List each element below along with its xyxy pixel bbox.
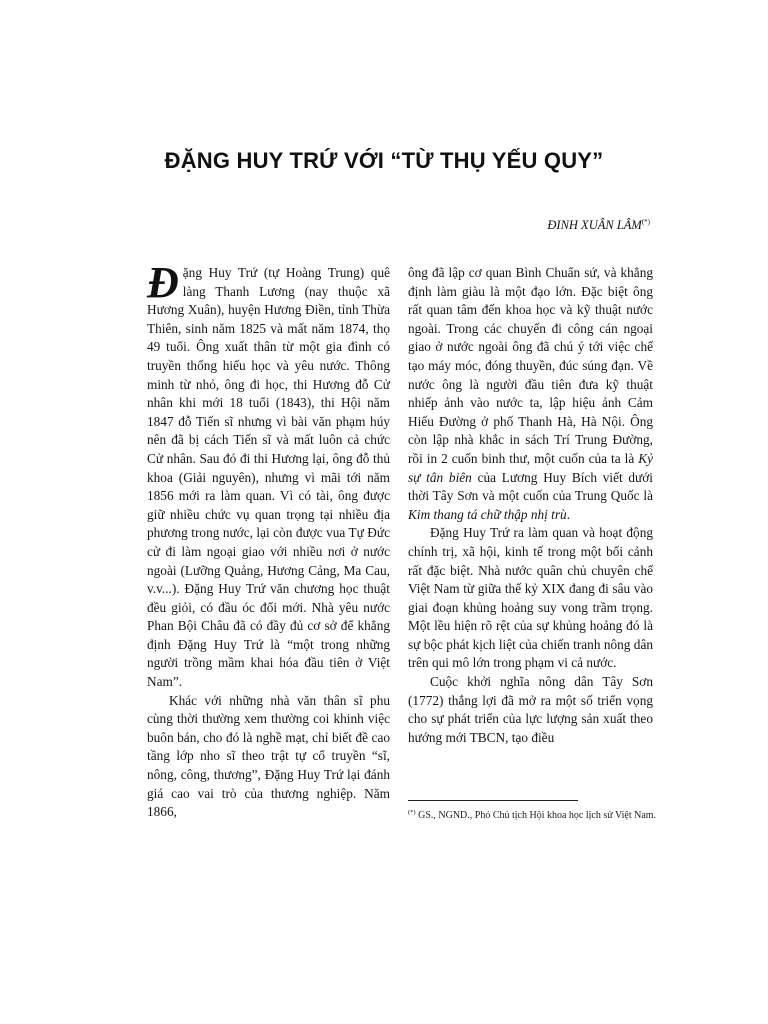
- book-title-kim-thang: Kim thang tá chữ thập nhị trù: [408, 506, 567, 522]
- author-byline: [547, 218, 650, 233]
- paragraph-3-text-a: ông đã lập cơ quan Bình Chuẩn sứ, và khẳng định làm giàu là một đạo lớn. Đặc biệt ông rất quan tâm đến khoa học và kỹ thuật nước ngoài. Trong các chuyến đi công cán ngoại giao ở nước ngoài ông đã chú ý tới việc chế tạo máy móc, đóng thuyền, đúc súng đạn. Về nước ông là người đầu tiên đưa kỹ thuật nhiếp ảnh vào nước ta, lập hiệu ảnh Cảm Hiếu Đường ở phố Thanh Hà, Hà Nội. Ông còn lập nhà khắc in sách Trí Trung Đường, rồi in 2 cuốn binh thư, một cuốn của ta là: [408, 265, 653, 466]
- paragraph-2: Khác với những nhà văn thân sĩ phu cùng thời thường xem thường coi khinh việc buôn bán, cho đó là nghề mạt, chỉ biết đề cao tầng lớp nho sĩ theo trật tự cổ truyền “sĩ, nông, công, thương”, Đặng Huy Trứ lại đánh giá cao vai trò của thương nghiệp. Năm 1866,: [147, 692, 390, 820]
- footnote-text: GS., NGND., Phó Chủ tịch Hội khoa học lịch sử Việt Nam.: [415, 810, 657, 821]
- book-title-ky-su-tan-bien: Kỷ sự tân biên: [408, 450, 653, 485]
- paragraph-3-text-c: .: [566, 506, 571, 522]
- paragraph-1-text: ặng Huy Trứ (tự Hoàng Trung) quê làng Thanh Lương (nay thuộc xã Hương Xuân), huyện Hương Điền, tỉnh Thừa Thiên, sinh năm 1825 và mất năm 1874, thọ 49 tuổi. Ông xuất thân từ một gia đình có truyền thống hiếu học và yêu nước. Thông minh từ nhỏ, ông đi học, thi Hương đỗ Cử nhân khi mới 18 tuổi (1843), thi Hội năm 1847 đỗ Tiến sĩ nhưng vì bài văn phạm húy nên đã bị cách Tiến sĩ và mất luôn cả chức Cử nhân. Sau đó đi thi Hương lại, ông đỗ thủ khoa (Giải nguyên), nhưng vì mãi tới năm 1856 mới ra làm quan. Vì có tài, ông được giữ nhiều chức vụ quan trọng tại nhiều địa phương trong nước, lại còn được vua Tự Đức cử đi làm ngoại giao với nhiều nơi ở nước ngoài (Lưỡng Quảng, Hương Cảng, Ma Cau, v.v...). Đặng Huy Trứ văn chương học thuật đều giỏi, có đầu óc đổi mới. Nhà yêu nước Phan Bội Châu đã có đầy đủ cơ sở để khẳng định Đặng Huy Trứ là “một trong những người trồng mầm khai hóa đầu tiên ở Việt Nam”.: [147, 265, 390, 690]
- right-column: [408, 264, 653, 747]
- left-column: [147, 258, 390, 822]
- footnote-divider: [408, 800, 578, 801]
- paragraph-5: Cuộc khởi nghĩa nông dân Tây Sơn (1772) thắng lợi đã mở ra một số triển vọng cho sự phát triển của lực lượng sản xuất theo hướng mới TBCN, tạo điều: [408, 674, 653, 745]
- drop-cap: Đ: [147, 258, 179, 307]
- author-name: ĐINH XUÂN LÂM: [547, 218, 642, 232]
- paragraph-3: [408, 264, 653, 524]
- paragraph-3-text-b: của Lương Huy Bích viết dưới thời Tây Sơn và một cuốn của Trung Quốc là: [408, 469, 653, 504]
- author-footnote-marker: (*): [641, 218, 650, 226]
- paragraph-4: Đặng Huy Trứ ra làm quan và hoạt động chính trị, xã hội, kinh tế trong một bối cảnh rất đặc biệt. Nhà nước quân chủ chuyên chế Việt Nam từ giữa thế kỷ XIX đang đi sâu vào giai đoạn khủng hoảng suy vong trầm trọng. Một lều hiện rõ rệt của sự khủng hoảng đó là sự bộc phát kịch liệt của chiến tranh nông dân trên qui mô lớn trong phạm vi cả nước.: [408, 525, 653, 671]
- footnote: [408, 806, 658, 823]
- article-title: ĐẶNG HUY TRỨ VỚI “TỪ THỤ YẾU QUY”: [164, 148, 604, 173]
- paragraph-1: [147, 258, 390, 692]
- footnote-marker: (*): [408, 809, 416, 816]
